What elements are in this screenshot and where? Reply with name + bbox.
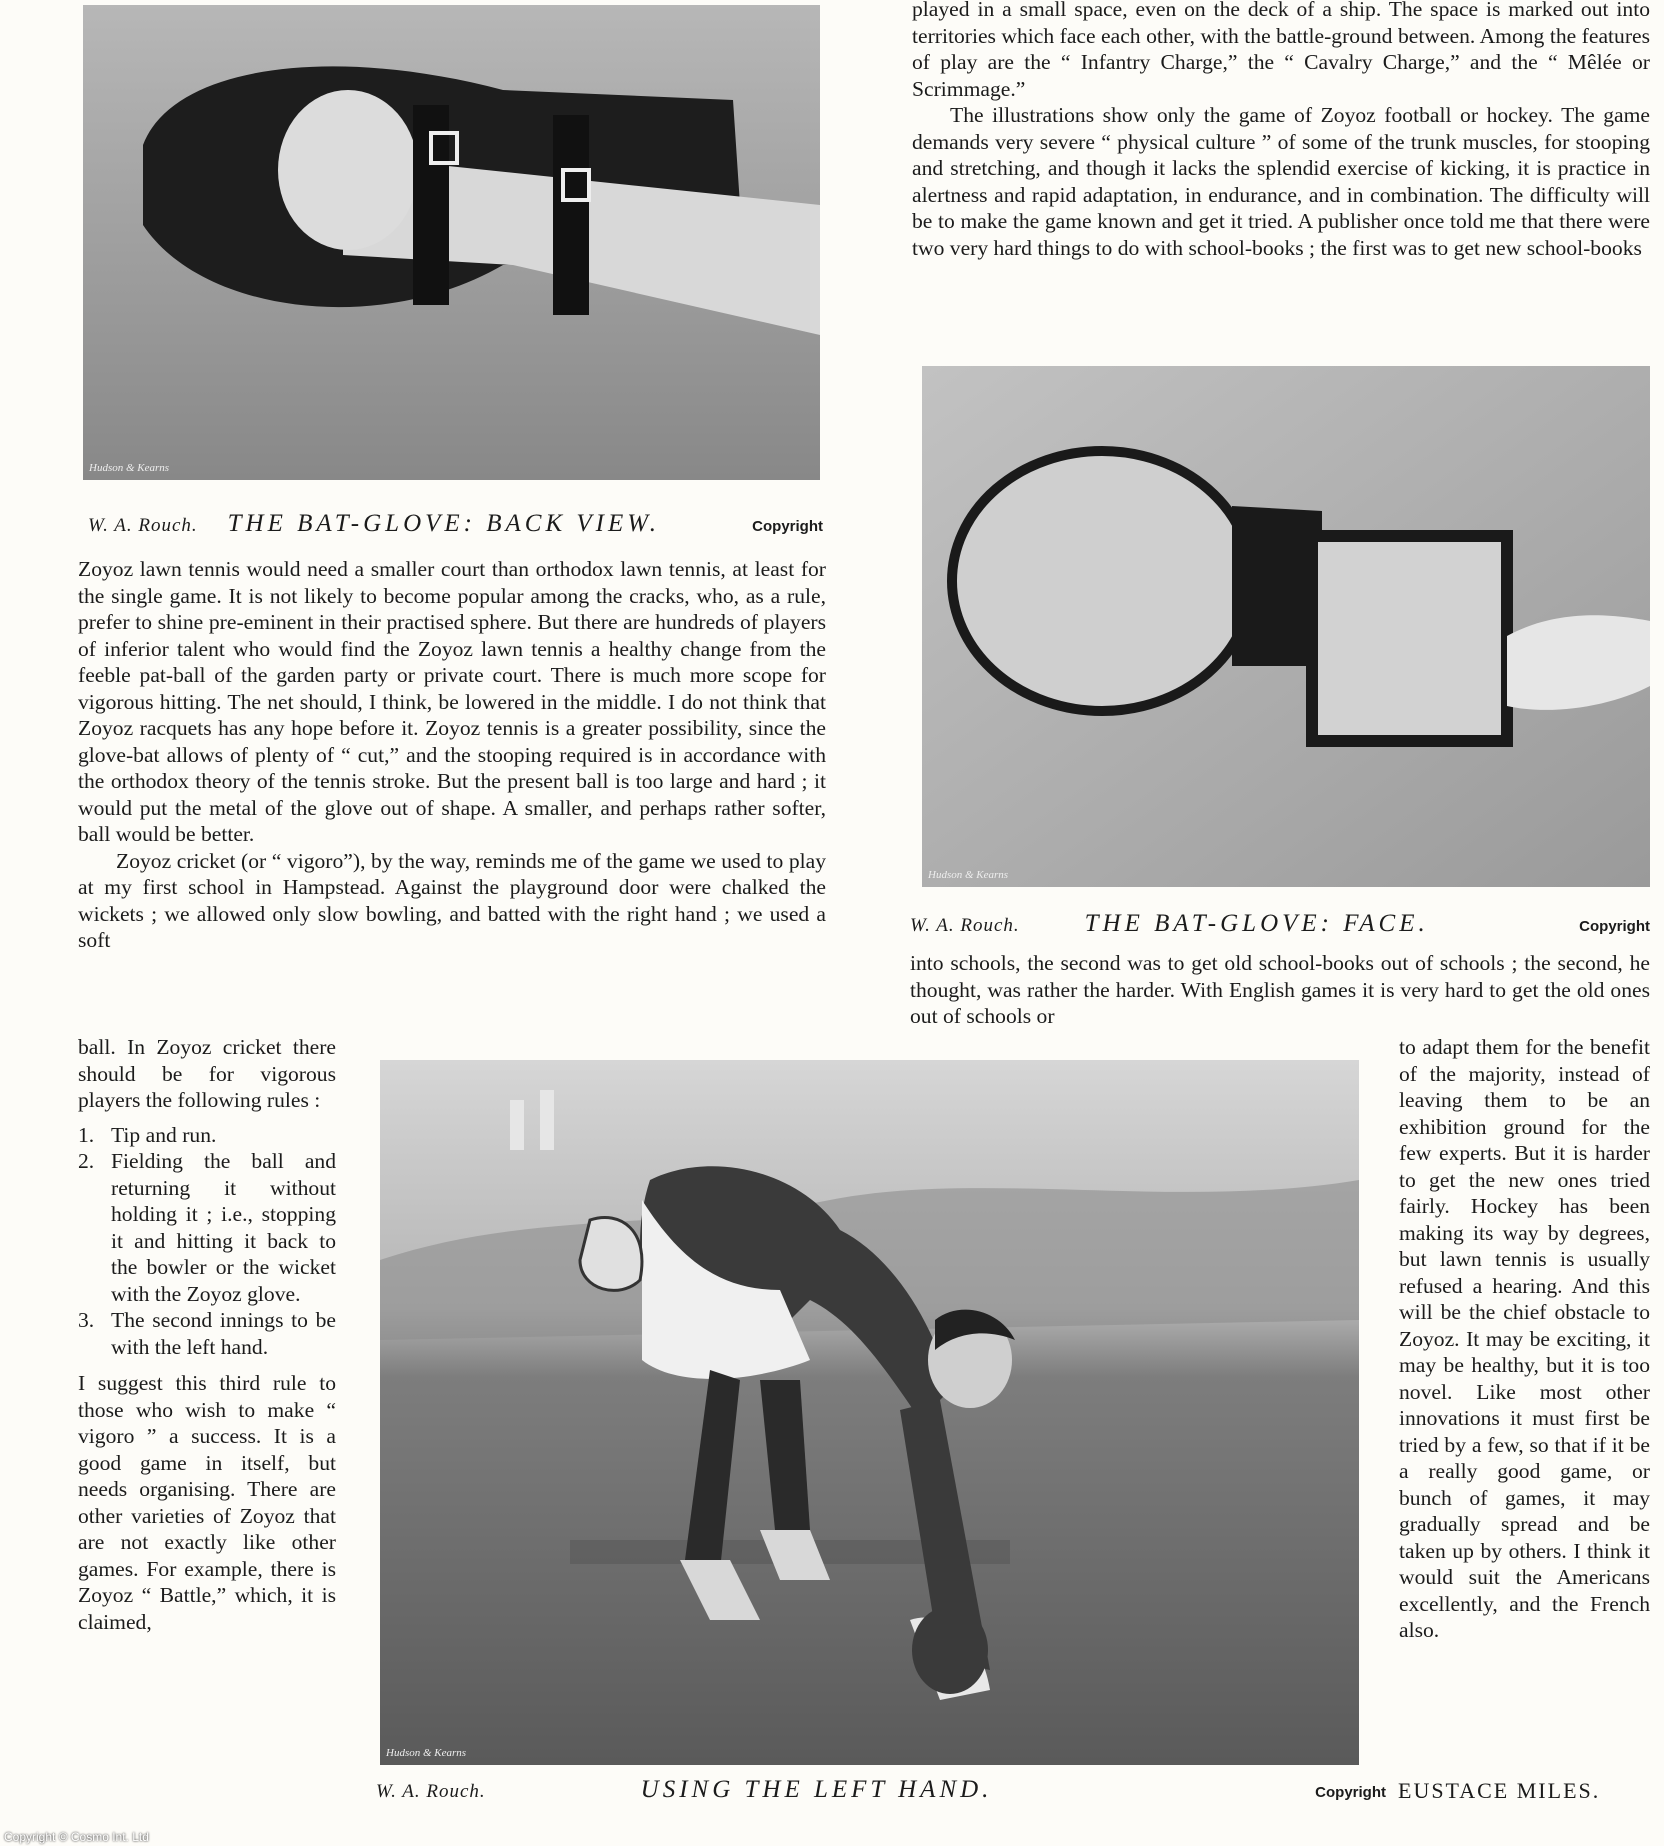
paragraph: played in a small space, even on the deck of a ship. The space is marked out into territories which face each other, with the battle-ground between. Among the features of play are the “ Infantry Charge,” the “ Cavalry Charge,” and the “ Mêlée or Scrimmage.”	[912, 0, 1650, 101]
engraver-credit: Hudson & Kearns	[928, 869, 1009, 881]
photographer-credit: W. A. Rouch.	[376, 1781, 486, 1802]
bat-glove-back-illustration	[83, 5, 820, 480]
caption-title: USING THE LEFT HAND.	[640, 1776, 993, 1803]
rules-list	[78, 1122, 336, 1361]
paragraph: The illustrations show only the game of Zoyoz football or hockey. The game demands very severe “ physical culture ” of some of the trunk muscles, for stooping and stretching, and though it lacks the splendid exercise of kicking, it is practice in alertness and rapid adaptation, in endurance, and in combination. The difficulty will be to make the game known and get it tried. A publisher once told me that there were two very hard things to do with school-books ; the first was to get new school-books	[912, 103, 1650, 260]
caption-title: THE BAT-GLOVE: FACE.	[1084, 910, 1429, 937]
list-item: 1. Tip and run.	[78, 1122, 217, 1147]
article-text-right-mid	[910, 950, 1650, 1032]
paragraph: into schools, the second was to get old school-books out of schools ; the second, he thought, was rather the harder. With English games it is very hard to get the old ones out of schools or	[910, 951, 1650, 1028]
photo-bat-glove-face	[922, 366, 1650, 887]
caption-using-left-hand	[376, 1776, 1386, 1804]
bat-glove-face-illustration	[922, 366, 1650, 887]
copyright-label: Copyright	[752, 518, 823, 535]
article-text-narrow-right	[1399, 1034, 1650, 1779]
caption-bat-glove-back	[88, 510, 823, 538]
article-text-left	[78, 556, 826, 954]
list-item: 3. The second innings to be with the left hand.	[78, 1308, 336, 1359]
author-signature: EUSTACE MILES.	[1398, 1778, 1601, 1803]
engraver-credit: Hudson & Kearns	[386, 1747, 467, 1759]
paragraph: to adapt them for the benefit of the majority, instead of leaving them to be an exhibition ground for the few experts. But it is harder to get the new ones tried fairly. Hockey has been making its way by degrees, but lawn tennis is usually refused a hearing. And this will be the chief obstacle to Zoyoz. It may be exciting, it may be healthy, but it is too novel. Like most other innovations it must first be tried by a few, so that if it be a really good game, or bunch of games, it may gradually spread and be taken up by others. I think it would suit the Americans excellently, and the French also.	[1399, 1035, 1650, 1642]
photo-bat-glove-back-view	[83, 5, 820, 480]
copyright-watermark: Copyright © Cosmo Int. Ltd	[4, 1830, 149, 1844]
photographer-credit: W. A. Rouch.	[910, 915, 1020, 936]
caption-bat-glove-face	[910, 910, 1650, 938]
caption-title: THE BAT-GLOVE: BACK VIEW.	[227, 510, 661, 537]
copyright-label: Copyright	[1315, 1784, 1386, 1801]
engraver-credit: Hudson & Kearns	[89, 462, 170, 474]
photo-using-left-hand	[380, 1060, 1359, 1765]
list-item: 2. Fielding the ball and returning it without holding it ; i.e., stopping it and hitting it back to the bowler or the wicket with the Zoyoz glove.	[78, 1149, 336, 1306]
copyright-label: Copyright	[1579, 918, 1650, 935]
paragraph: ball. In Zoyoz cricket there should be for vigorous players the following rules :	[78, 1035, 336, 1112]
paragraph: Zoyoz cricket (or “ vigoro”), by the way, reminds me of the game we used to play at my first school in Hampstead. Against the playground door were chalked the wickets ; we allowed only slow bowling, and batted with the right hand ; we used a soft	[78, 848, 826, 952]
article-text-narrow-left	[78, 1034, 336, 1844]
photographer-credit: W. A. Rouch.	[88, 515, 198, 536]
paragraph: I suggest this third rule to those who wish to make “ vigoro ” a success. It is a good game in itself, but needs organising. There are other varieties of Zoyoz that are not exactly like other games. For example, there is Zoyoz “ Battle,” which, it is claimed,	[78, 1371, 336, 1634]
paragraph: Zoyoz lawn tennis would need a smaller court than orthodox lawn tennis, at least for the single game. It is not likely to become popular among the cracks, who, as a rule, prefer to shine pre-eminent in their practised sphere. But there are hundreds of players of inferior talent who would find the Zoyoz lawn tennis a healthy change from the feeble pat-ball of the garden party or private court. There is much more scope for vigorous hitting. The net should, I think, be lowered in the middle. I do not think that Zoyoz racquets has any hope before it. Zoyoz tennis is a greater possibility, since the glove-bat allows of plenty of “ cut,” and the stooping required is in accordance with the orthodox theory of the tennis stroke. But the present ball is too large and hard ; it would put the metal of the glove out of shape. A smaller, and perhaps rather softer, ball would be better.	[78, 557, 826, 846]
player-illustration	[380, 1060, 1359, 1765]
article-text-right-top	[912, 0, 1650, 334]
